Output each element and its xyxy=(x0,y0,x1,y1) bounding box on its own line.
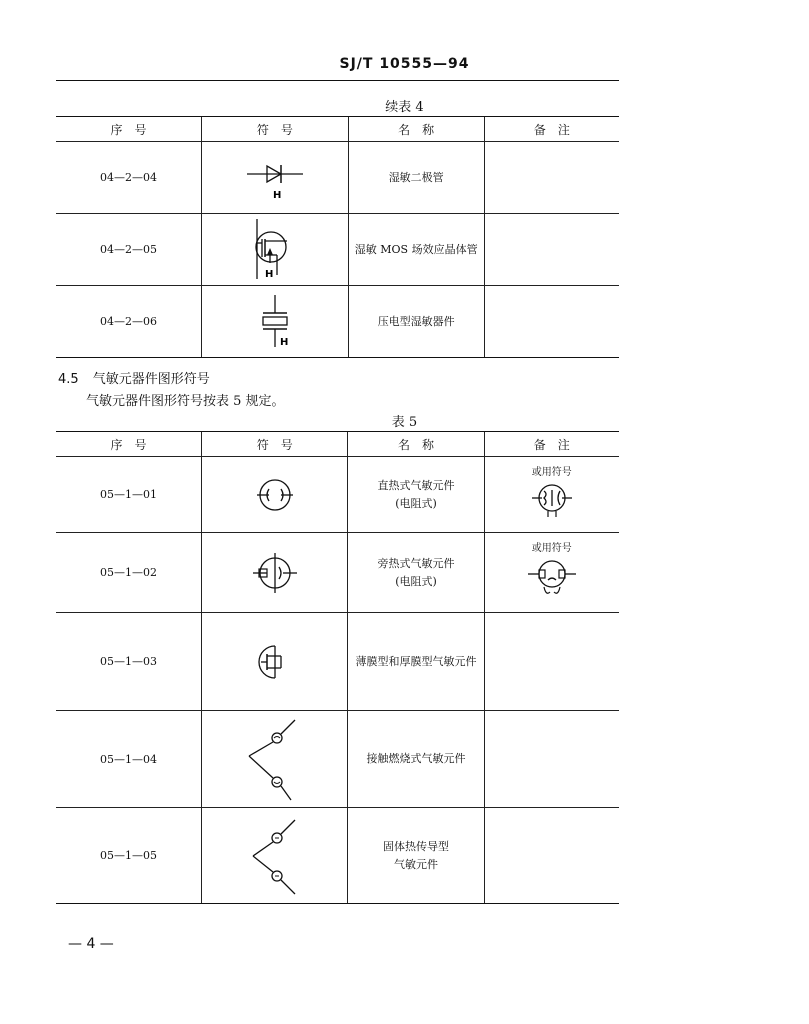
symbol-cell xyxy=(202,286,349,358)
symbol-cell xyxy=(202,142,349,214)
table-row xyxy=(56,142,619,214)
piezo-humidity-symbol xyxy=(235,291,315,353)
row-note xyxy=(484,711,619,808)
symbol-cell xyxy=(202,214,349,286)
row-name xyxy=(348,286,484,358)
table-row xyxy=(56,533,619,613)
table5-caption: 表 5 xyxy=(391,415,418,430)
humidity-diode-symbol xyxy=(235,152,315,204)
col-header-code: 序 号 xyxy=(56,117,202,142)
humidity-label: H xyxy=(279,336,289,348)
table5-header-row xyxy=(56,432,619,457)
row-name xyxy=(348,808,484,904)
symbol-cell xyxy=(202,711,348,808)
page-number: — 4 — xyxy=(68,936,114,952)
humidity-label: H xyxy=(272,189,282,201)
row-note xyxy=(484,533,619,613)
col-header-code: 序 号 xyxy=(56,432,202,457)
symbol-cell xyxy=(202,533,348,613)
alternative-symbol-label: 或用符号 xyxy=(531,467,572,478)
section-body: 气敏元器件图形符号按表 5 规定。 xyxy=(86,394,285,409)
table-row xyxy=(56,214,619,286)
symbol-cell xyxy=(202,613,348,711)
alt-direct-heated-symbol xyxy=(522,480,582,518)
section-title: 气敏元器件图形符号 xyxy=(92,372,210,387)
row-note xyxy=(484,142,619,214)
name-line: 直热式气敏元件 xyxy=(377,478,455,492)
name-line: 湿敏 MOS 场效应晶体管 xyxy=(354,242,478,256)
standard-code: SJ/T 10555—94 xyxy=(339,56,470,72)
humidity-label: H xyxy=(264,268,274,280)
table5 xyxy=(56,431,619,904)
table-row xyxy=(56,613,619,711)
name-line: 固体热传导型 xyxy=(383,839,449,853)
table4-caption: 续表 4 xyxy=(385,100,424,115)
name-line: (电阻式) xyxy=(395,496,437,510)
name-line: (电阻式) xyxy=(395,574,437,588)
catalytic-combustion-gas-sensor-symbol xyxy=(235,716,315,802)
indirect-heated-gas-sensor-symbol xyxy=(235,549,315,597)
col-header-symbol: 符 号 xyxy=(202,432,348,457)
row-name xyxy=(348,142,484,214)
col-header-name: 名 称 xyxy=(348,117,484,142)
row-code: 05—1—05 xyxy=(56,808,202,904)
row-note xyxy=(484,214,619,286)
section-number: 4.5 xyxy=(58,372,79,387)
alt-indirect-heated-symbol xyxy=(520,556,584,598)
name-line: 接触燃烧式气敏元件 xyxy=(366,752,466,765)
col-header-symbol: 符 号 xyxy=(202,117,349,142)
table4 xyxy=(56,116,619,358)
row-code: 04—2—06 xyxy=(56,286,202,358)
row-name xyxy=(348,613,484,711)
row-code: 05—1—02 xyxy=(56,533,202,613)
name-line: 薄膜型和厚膜型气敏元件 xyxy=(355,654,477,668)
row-code: 05—1—01 xyxy=(56,457,202,533)
row-name xyxy=(348,711,484,808)
row-note xyxy=(484,613,619,711)
solid-heat-conduction-gas-sensor-symbol xyxy=(235,814,315,898)
table-row xyxy=(56,711,619,808)
direct-heated-gas-sensor-symbol xyxy=(235,473,315,517)
symbol-cell xyxy=(202,808,348,904)
row-name xyxy=(348,214,484,286)
row-note xyxy=(484,457,619,533)
row-code: 05—1—04 xyxy=(56,711,202,808)
header-rule xyxy=(56,80,619,81)
col-header-note: 备 注 xyxy=(484,117,619,142)
col-header-note: 备 注 xyxy=(484,432,619,457)
table4-header-row xyxy=(56,117,619,142)
row-name xyxy=(348,533,484,613)
section-heading xyxy=(58,368,210,387)
table-row xyxy=(56,457,619,533)
name-line: 旁热式气敏元件 xyxy=(377,556,455,570)
row-note xyxy=(484,286,619,358)
symbol-cell xyxy=(202,457,348,533)
name-line: 气敏元件 xyxy=(394,857,438,871)
table-row xyxy=(56,808,619,904)
row-note xyxy=(484,808,619,904)
row-code: 05—1—03 xyxy=(56,613,202,711)
row-code: 04—2—05 xyxy=(56,214,202,286)
film-gas-sensor-symbol xyxy=(235,638,315,686)
row-code: 04—2—04 xyxy=(56,142,202,214)
name-line: 湿敏二极管 xyxy=(388,170,444,184)
alternative-symbol-label: 或用符号 xyxy=(531,543,572,554)
table-row xyxy=(56,286,619,358)
name-line: 压电型湿敏器件 xyxy=(377,314,455,328)
col-header-name: 名 称 xyxy=(348,432,484,457)
row-name xyxy=(348,457,484,533)
humidity-mosfet-symbol xyxy=(235,217,315,283)
